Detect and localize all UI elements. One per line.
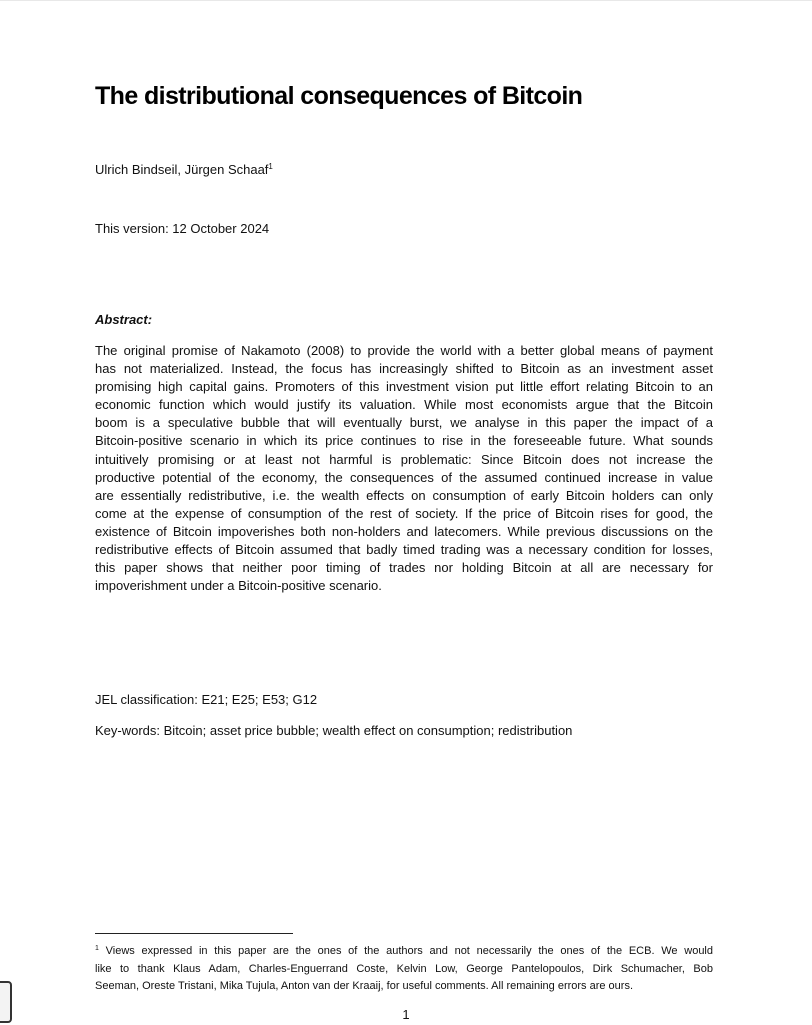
keywords-line: Key-words: Bitcoin; asset price bubble; wealth effect on consumption; redistribution (95, 723, 573, 738)
abstract-line: Bitcoin-positive scenario in which its price continues to rise in the foreseeable future. What sounds (95, 433, 713, 449)
author-line (95, 161, 273, 178)
page-number: 1 (402, 1007, 410, 1022)
abstract-heading: Abstract: (95, 312, 153, 327)
abstract-line: redistributive effects of Bitcoin assumed that badly timed trading was a necessary condition for losses, (95, 542, 713, 558)
abstract-line: economic function which would justify its valuation. While most economists argue that the Bitcoin (95, 397, 713, 413)
abstract-line: impoverishment under a Bitcoin-positive scenario. (95, 578, 382, 594)
version-date: This version: 12 October 2024 (95, 221, 270, 236)
author-footnote-marker: 1 (268, 162, 273, 171)
footnote-line: like to thank Klaus Adam, Charles-Enguerrand Coste, Kelvin Low, George Pantelopoulos, Dirk Schumacher, Bob (95, 962, 713, 975)
footnote-divider (95, 933, 293, 934)
footnote (95, 943, 713, 996)
abstract-line: this paper shows that neither poor timing of trades nor holding Bitcoin at all are necessary for (95, 560, 713, 576)
side-panel-handle[interactable] (0, 981, 12, 1023)
paper-title: The distributional consequences of Bitcoin (95, 82, 583, 110)
abstract-line: boom is a speculative bubble that will eventually burst, we analyse in this paper the impact of a (95, 415, 713, 431)
footnote-marker: 1 (95, 945, 99, 952)
author-names: Ulrich Bindseil, Jürgen Schaaf (95, 162, 269, 177)
footnote-line (95, 943, 713, 961)
abstract-line: productive potential of the economy, the consequences of the assumed continued increase in value (95, 469, 713, 485)
abstract-line: The original promise of Nakamoto (2008) to provide the world with a better global means of payment (95, 343, 713, 358)
footnote-text: Views expressed in this paper are the ones of the authors and not necessarily the ones of the ECB. We would (105, 945, 713, 957)
footnote-line: Seeman, Oreste Tristani, Mika Tujula, Anton van der Kraaij, for useful comments. All remaining errors are ours. (95, 980, 634, 992)
abstract-line: intuitively promising or at least not harmful is problematic: Since Bitcoin does not increase the (95, 451, 713, 467)
jel-classification: JEL classification: E21; E25; E53; G12 (95, 692, 318, 707)
abstract-line: existence of Bitcoin impoverishes both non-holders and latecomers. While previous discussions on the (95, 523, 713, 539)
abstract-line: has not materialized. Instead, the focus has increasingly shifted to Bitcoin as an investment asset (95, 361, 713, 377)
abstract-body (95, 342, 713, 595)
abstract-line: come at the expense of consumption of the rest of society. If the price of Bitcoin rises for good, the (95, 505, 713, 521)
abstract-line: promising high capital gains. Promoters of this investment vision put little effort relating Bitcoin to an (95, 379, 713, 395)
abstract-line: are essentially redistributive, i.e. the wealth effects on consumption of early Bitcoin holders can only (95, 487, 713, 503)
